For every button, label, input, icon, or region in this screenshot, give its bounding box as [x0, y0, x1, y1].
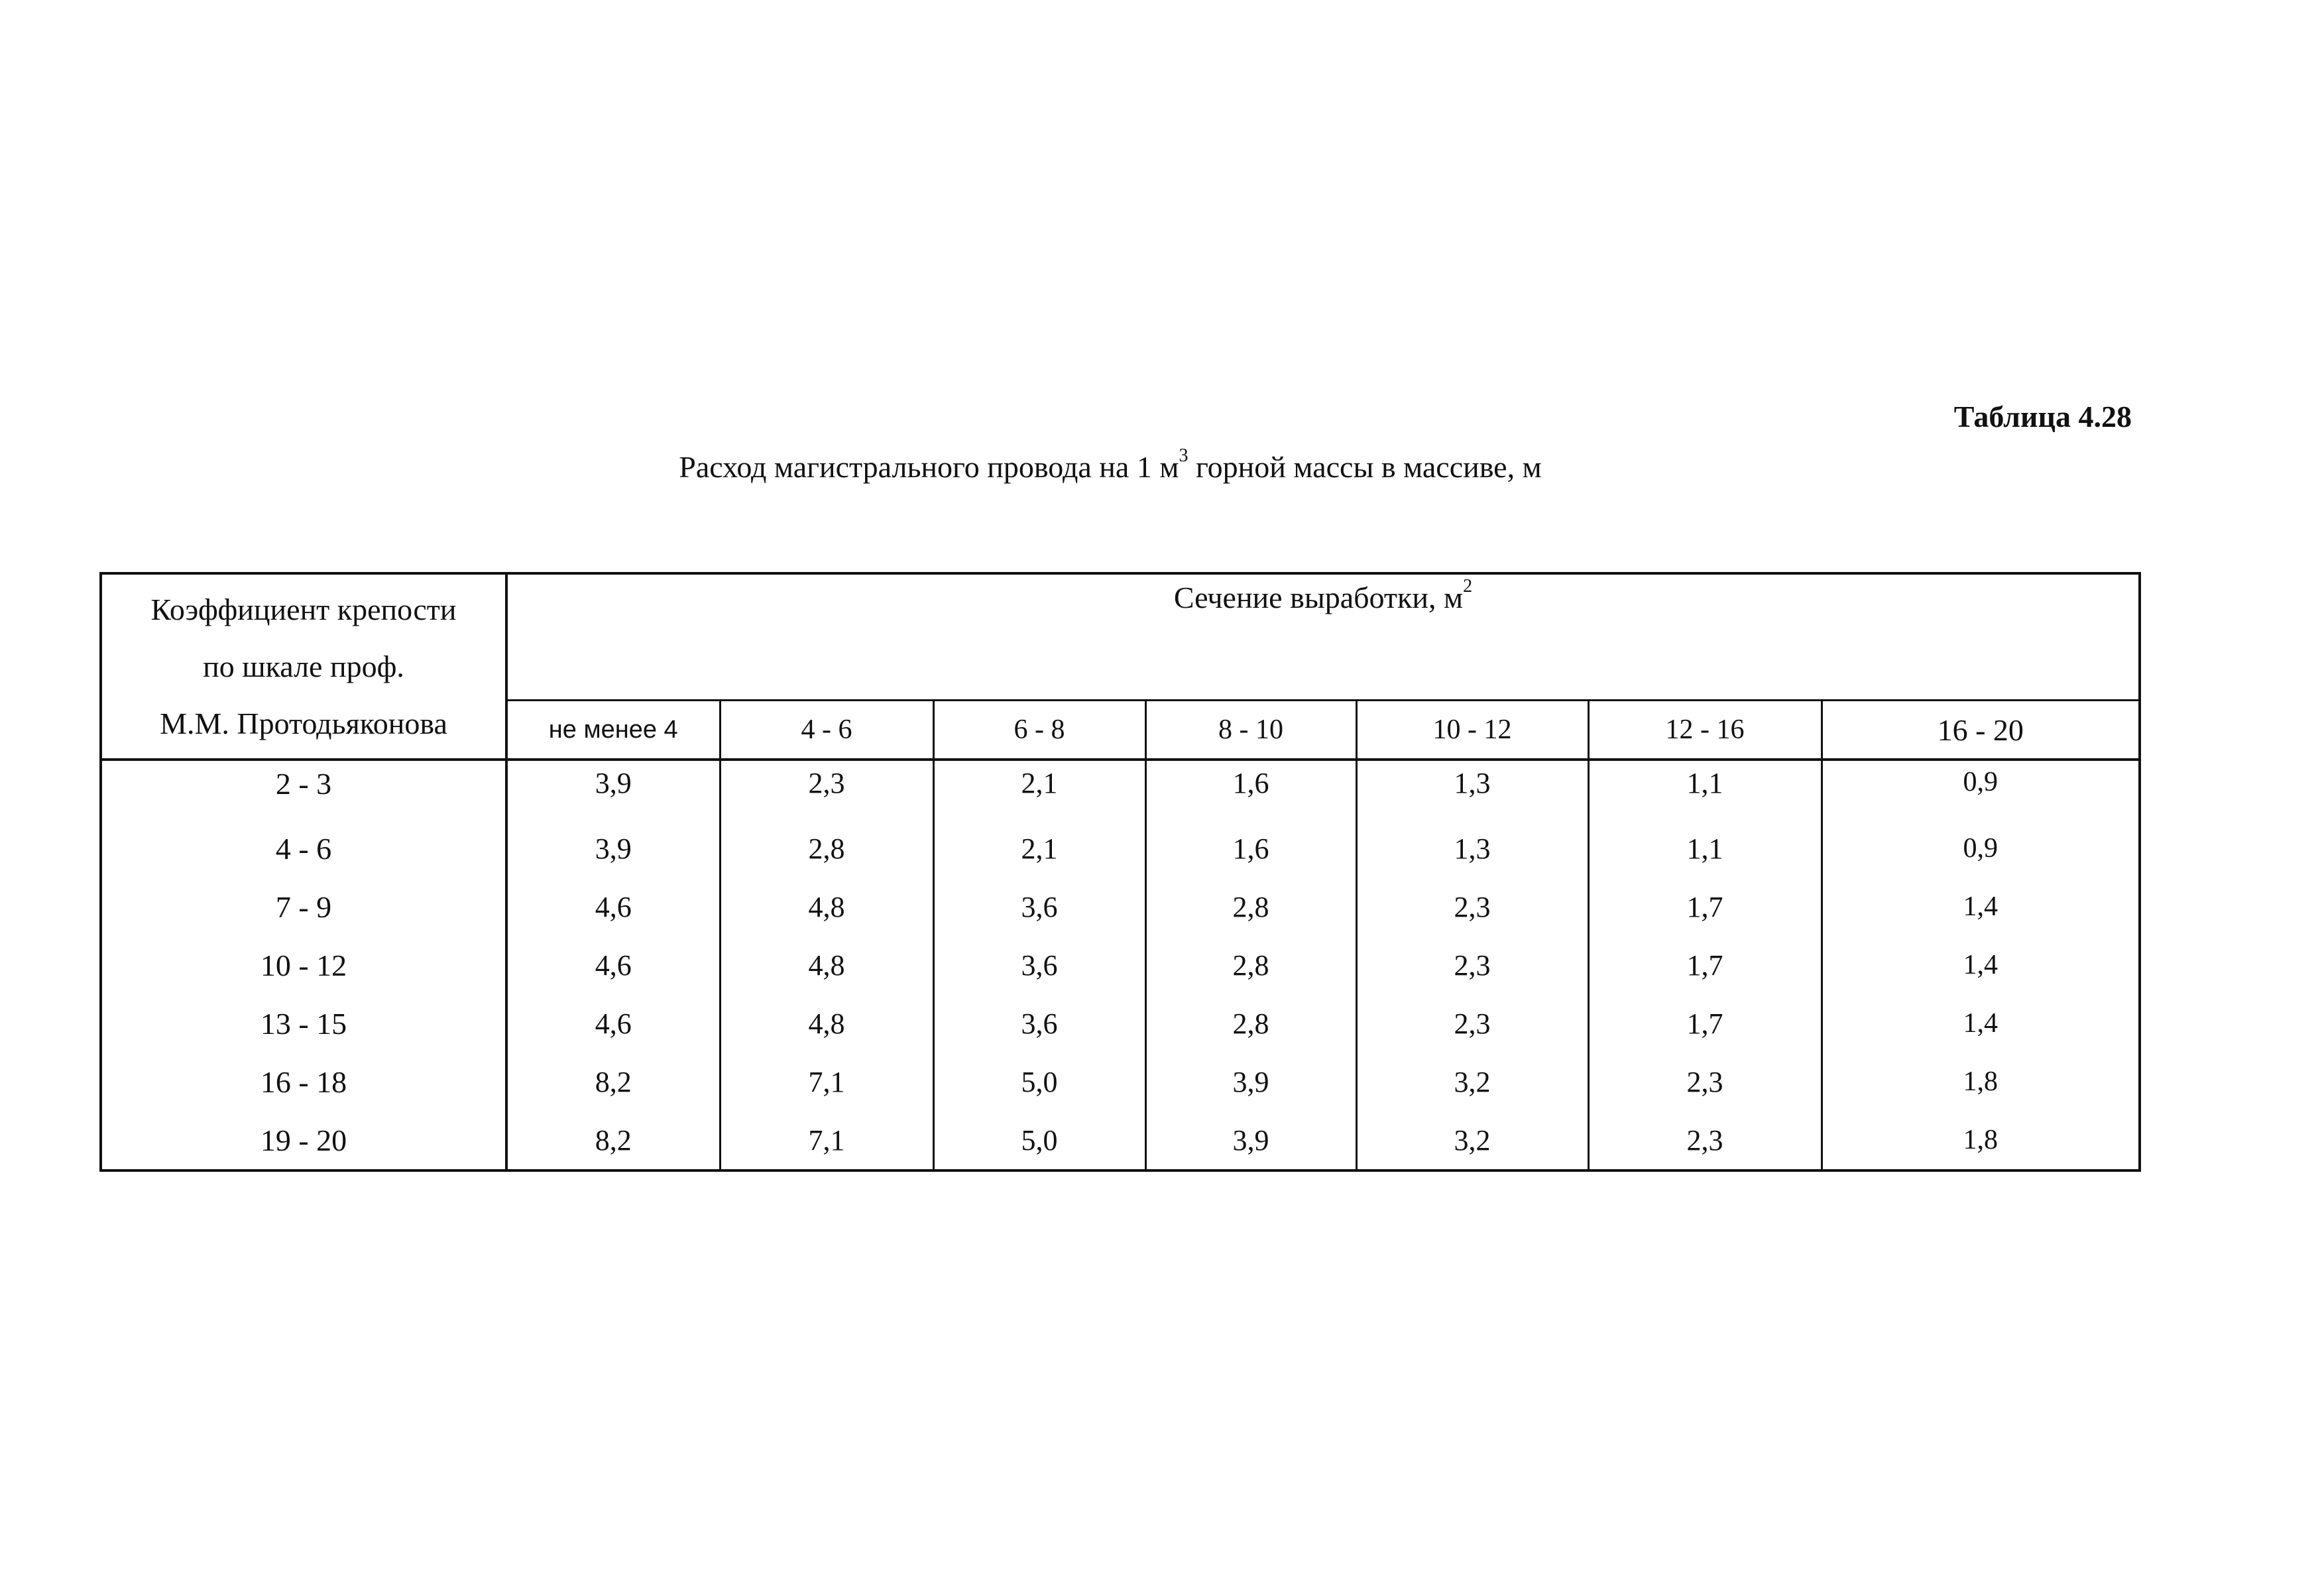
- table-cell: [1588, 760, 1822, 819]
- cell-value: 1,6: [1232, 767, 1269, 799]
- cell-value: 1,7: [1686, 890, 1723, 923]
- table-row: [101, 1111, 2140, 1170]
- table-cell: [1588, 936, 1822, 994]
- table-cell: [1356, 760, 1588, 819]
- table-cell: [1145, 1111, 1356, 1170]
- cell-value: 8,2: [595, 1123, 632, 1157]
- table-cell: [1356, 819, 1588, 878]
- cell-value: 2,8: [1232, 1007, 1269, 1040]
- table-cell: [1356, 1111, 1588, 1170]
- table-cell: [720, 878, 933, 936]
- table-number: Таблица 4.28: [1953, 400, 2132, 433]
- cell-value: 3,6: [1021, 1007, 1058, 1040]
- cell-value: 2,3: [1454, 948, 1491, 982]
- table-cell: [1356, 878, 1588, 936]
- row-label-text: 10 - 12: [260, 948, 347, 982]
- cell-value: 4,8: [808, 948, 845, 982]
- column-header: 12 - 16: [1588, 701, 1822, 760]
- table-cell: [1588, 1111, 1822, 1170]
- cell-value: 3,2: [1454, 1065, 1491, 1098]
- table-cell: [720, 936, 933, 994]
- table-cell: [720, 1053, 933, 1111]
- table-cell: [506, 994, 720, 1053]
- table-title-suffix: горной массы в массиве, м: [1188, 450, 1542, 484]
- row-label: [101, 994, 506, 1053]
- row-label: [101, 1111, 506, 1170]
- table-cell: [933, 936, 1145, 994]
- table-cell: [720, 994, 933, 1053]
- cell-value: 4,6: [595, 948, 632, 982]
- cell-value: 4,8: [808, 890, 845, 923]
- cell-value: 1,6: [1232, 832, 1269, 865]
- cross-section-header-superscript: 2: [1463, 576, 1473, 597]
- cell-value: 2,1: [1021, 767, 1058, 799]
- cell-value: 0,9: [1963, 767, 1998, 797]
- table-cell: [933, 878, 1145, 936]
- cell-value: 4,8: [808, 1007, 845, 1040]
- table-cell: [506, 936, 720, 994]
- row-label-text: 4 - 6: [275, 831, 332, 866]
- row-label: [101, 936, 506, 994]
- cell-value: 2,1: [1021, 832, 1058, 865]
- table-cell: [1822, 994, 2140, 1053]
- table-cell: [1588, 819, 1822, 878]
- row-label: [101, 1053, 506, 1111]
- table-cell: [1822, 819, 2140, 878]
- table-cell: [933, 1111, 1145, 1170]
- table-cell: [1356, 936, 1588, 994]
- cell-value: 2,3: [1686, 1065, 1723, 1098]
- cell-value: 2,3: [808, 767, 845, 799]
- table-cell: [1145, 1053, 1356, 1111]
- row-label: [101, 878, 506, 936]
- table-cell: [1145, 760, 1356, 819]
- table-cell: [1822, 1111, 2140, 1170]
- table-cell: [1145, 878, 1356, 936]
- row-label-text: 19 - 20: [260, 1123, 347, 1157]
- row-label-text: 2 - 3: [275, 767, 332, 801]
- table-body: [101, 760, 2140, 1170]
- cell-value: 4,6: [595, 1007, 632, 1040]
- cell-value: 8,2: [595, 1065, 632, 1098]
- cross-section-header-text: Сечение выработки, м: [1173, 581, 1464, 614]
- column-header: 10 - 12: [1356, 701, 1588, 760]
- table-cell: [720, 819, 933, 878]
- table-row: [101, 878, 2140, 936]
- table-cell: [1588, 994, 1822, 1053]
- cell-value: 2,3: [1454, 1007, 1491, 1040]
- cell-value: 1,1: [1686, 767, 1723, 799]
- cross-section-header: [506, 573, 2140, 701]
- table-row: [101, 760, 2140, 819]
- cell-value: 0,9: [1963, 833, 1998, 864]
- column-header: 16 - 20: [1822, 701, 2140, 760]
- table-cell: [1822, 878, 2140, 936]
- table-cell: [1145, 936, 1356, 994]
- row-label: [101, 819, 506, 878]
- table-cell: [1145, 994, 1356, 1053]
- row-label: [101, 760, 506, 819]
- table-cell: [506, 878, 720, 936]
- cell-value: 3,6: [1021, 890, 1058, 923]
- header-line-2: по шкале проф.: [203, 649, 404, 683]
- table-cell: [720, 1111, 933, 1170]
- cell-value: 3,9: [1232, 1065, 1269, 1098]
- cell-value: 2,8: [808, 832, 845, 865]
- cell-value: 3,2: [1454, 1123, 1491, 1157]
- cell-value: 1,4: [1963, 891, 1998, 922]
- table-cell: [506, 819, 720, 878]
- table-cell: [506, 760, 720, 819]
- cell-value: 1,8: [1963, 1066, 1998, 1097]
- table-cell: [1822, 1053, 2140, 1111]
- table-cell: [1588, 878, 1822, 936]
- cell-value: 1,7: [1686, 948, 1723, 982]
- table-cell: [1145, 819, 1356, 878]
- table-cell: [1356, 1053, 1588, 1111]
- cell-value: 5,0: [1021, 1065, 1058, 1098]
- cell-value: 7,1: [808, 1065, 845, 1098]
- consumption-table: [99, 572, 2141, 1172]
- cell-value: 1,4: [1963, 1008, 1998, 1039]
- table-title-superscript: 3: [1179, 445, 1189, 466]
- table-cell: [933, 760, 1145, 819]
- table-title: [0, 445, 2221, 484]
- cell-value: 3,9: [1232, 1123, 1269, 1157]
- cell-value: 1,3: [1454, 767, 1491, 799]
- column-header: не менее 4: [506, 701, 720, 760]
- table-cell: [933, 1053, 1145, 1111]
- table-cell: [933, 819, 1145, 878]
- header-line-1: Коэффициент крепости: [150, 592, 457, 626]
- column-header: 6 - 8: [933, 701, 1145, 760]
- row-label-text: 16 - 18: [260, 1064, 347, 1099]
- column-header: 8 - 10: [1145, 701, 1356, 760]
- cell-value: 4,6: [595, 890, 632, 923]
- table-cell: [1588, 1053, 1822, 1111]
- cell-value: 1,1: [1686, 832, 1723, 865]
- cell-value: 1,3: [1454, 832, 1491, 865]
- strength-coefficient-header: [101, 573, 506, 760]
- table-cell: [1822, 936, 2140, 994]
- row-label-text: 7 - 9: [275, 889, 332, 924]
- table-row: [101, 936, 2140, 994]
- table-cell: [933, 994, 1145, 1053]
- cell-value: 2,3: [1686, 1123, 1723, 1157]
- cell-value: 1,7: [1686, 1007, 1723, 1040]
- cell-value: 1,4: [1963, 950, 1998, 980]
- cell-value: 5,0: [1021, 1123, 1058, 1157]
- table-cell: [506, 1111, 720, 1170]
- table-row: [101, 994, 2140, 1053]
- cell-value: 7,1: [808, 1123, 845, 1157]
- header-line-3: М.М. Протодьяконова: [160, 706, 447, 740]
- cell-value: 3,9: [595, 767, 632, 799]
- row-label-text: 13 - 15: [260, 1006, 347, 1041]
- table-row: [101, 819, 2140, 878]
- cell-value: 3,9: [595, 832, 632, 865]
- column-header: 4 - 6: [720, 701, 933, 760]
- cell-value: 2,8: [1232, 890, 1269, 923]
- table-cell: [720, 760, 933, 819]
- table-cell: [1822, 760, 2140, 819]
- table-title-text: Расход магистрального провода на 1 м: [679, 450, 1179, 484]
- table-cell: [1356, 994, 1588, 1053]
- table-row: [101, 1053, 2140, 1111]
- table-cell: [506, 1053, 720, 1111]
- cell-value: 1,8: [1963, 1125, 1998, 1155]
- cell-value: 2,3: [1454, 890, 1491, 923]
- cell-value: 2,8: [1232, 948, 1269, 982]
- cell-value: 3,6: [1021, 948, 1058, 982]
